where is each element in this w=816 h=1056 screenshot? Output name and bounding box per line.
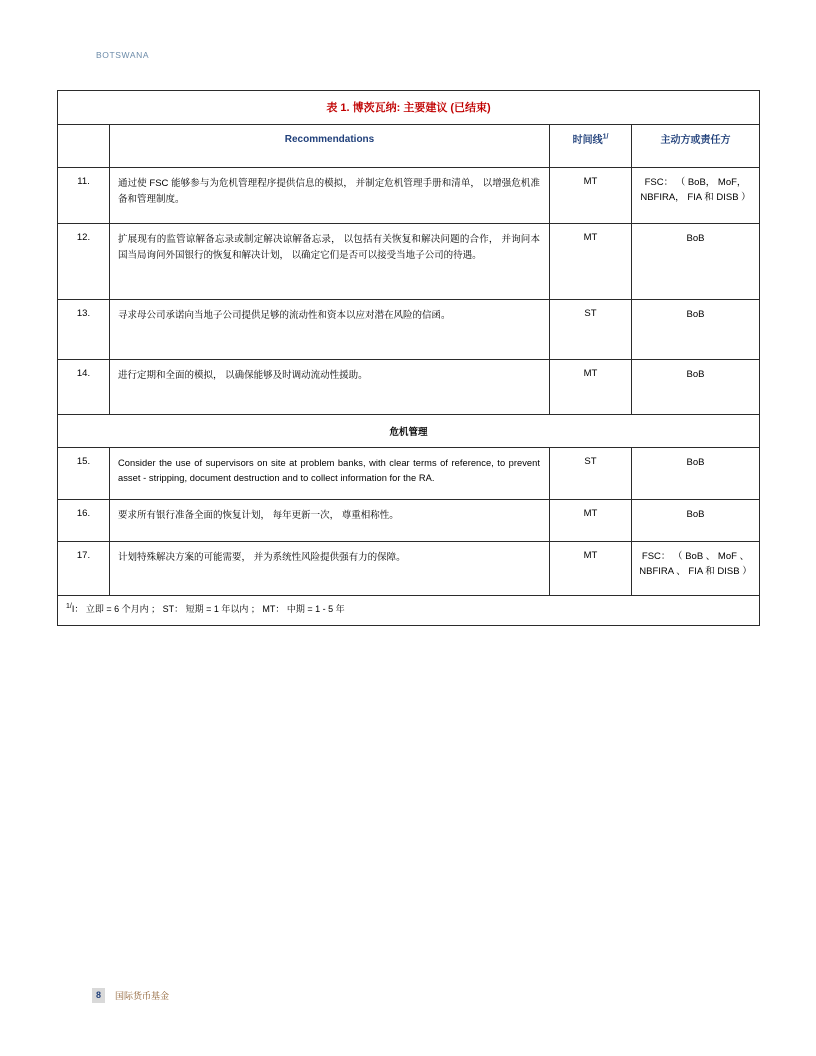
row-timeline: MT [550, 500, 632, 542]
row-recommendation: 计划特殊解决方案的可能需要， 并为系统性风险提供强有力的保障。 [110, 542, 550, 596]
recommendations-table-container [57, 90, 759, 626]
section-title: 危机管理 [58, 415, 760, 448]
table-row [58, 500, 760, 542]
table-title-row [58, 91, 760, 125]
recommendations-table [57, 90, 760, 626]
header-timeline-label: 时间线 [572, 135, 603, 147]
table-row [58, 168, 760, 224]
row-recommendation: 通过使 FSC 能够参与为危机管理程序提供信息的模拟， 并制定危机管理手册和清单， 以增强危机准备和管理制度。 [110, 168, 550, 224]
header-timeline-marker: 1/ [602, 133, 609, 141]
table-title: 表 1. 博茨瓦纳: 主要建议 (已结束) [58, 91, 760, 125]
row-timeline: ST [550, 448, 632, 500]
row-owner: BoB [632, 500, 760, 542]
page-footer [92, 988, 169, 1003]
row-timeline: MT [550, 360, 632, 415]
table-row [58, 448, 760, 500]
page-number: 8 [92, 988, 105, 1003]
header-timeline [550, 125, 632, 168]
table-footnote-row [58, 596, 760, 626]
row-recommendation: 要求所有银行准备全面的恢复计划， 每年更新一次， 尊重相称性。 [110, 500, 550, 542]
table-header-row [58, 125, 760, 168]
row-recommendation: 进行定期和全面的模拟， 以确保能够及时调动流动性援助。 [110, 360, 550, 415]
row-number: 17. [58, 542, 110, 596]
footer-organization: 国际货币基金 [115, 990, 170, 1001]
row-number: 14. [58, 360, 110, 415]
row-owner: FSC： （ BoB 、 MoF 、 NBFIRA 、 FIA 和 DISB ） [632, 542, 760, 596]
row-recommendation: 扩展现有的监管谅解备忘录或制定解决谅解备忘录， 以包括有关恢复和解决问题的合作， 并询问本国当局询问外国银行的恢复和解决计划， 以确定它们是否可以接受当地子公司的待遇。 [110, 224, 550, 300]
row-timeline: MT [550, 224, 632, 300]
row-timeline: MT [550, 542, 632, 596]
row-number: 12. [58, 224, 110, 300]
table-section-row [58, 415, 760, 448]
row-owner: BoB [632, 300, 760, 360]
row-owner: BoB [632, 360, 760, 415]
row-timeline: MT [550, 168, 632, 224]
table-row [58, 300, 760, 360]
footnote-text: I： 立即 = 6 个月内 ； ST： 短期 = 1 年以内 ； MT： 中期 = 1 - 5 年 [71, 604, 345, 615]
row-timeline: ST [550, 300, 632, 360]
row-recommendation: 寻求母公司承诺向当地子公司提供足够的流动性和资本以应对潜在风险的信函。 [110, 300, 550, 360]
table-footnote [58, 596, 760, 626]
row-number: 16. [58, 500, 110, 542]
footnote-marker: 1/ [66, 603, 72, 611]
row-owner: FSC： （ BoB， MoF， NBFIRA， FIA 和 DISB ） [632, 168, 760, 224]
row-number: 11. [58, 168, 110, 224]
header-number [58, 125, 110, 168]
table-row [58, 224, 760, 300]
row-number: 13. [58, 300, 110, 360]
running-header: BOTSWANA [96, 50, 150, 60]
row-owner: BoB [632, 224, 760, 300]
table-row [58, 542, 760, 596]
table-row [58, 360, 760, 415]
row-owner: BoB [632, 448, 760, 500]
header-owner: 主动方或责任方 [632, 125, 760, 168]
row-recommendation: Consider the use of supervisors on site at problem banks, with clear terms of reference, to prevent asset - stripping, document destruction and to collect information for the RA. [110, 448, 550, 500]
header-recommendations: Recommendations [110, 125, 550, 168]
row-number: 15. [58, 448, 110, 500]
